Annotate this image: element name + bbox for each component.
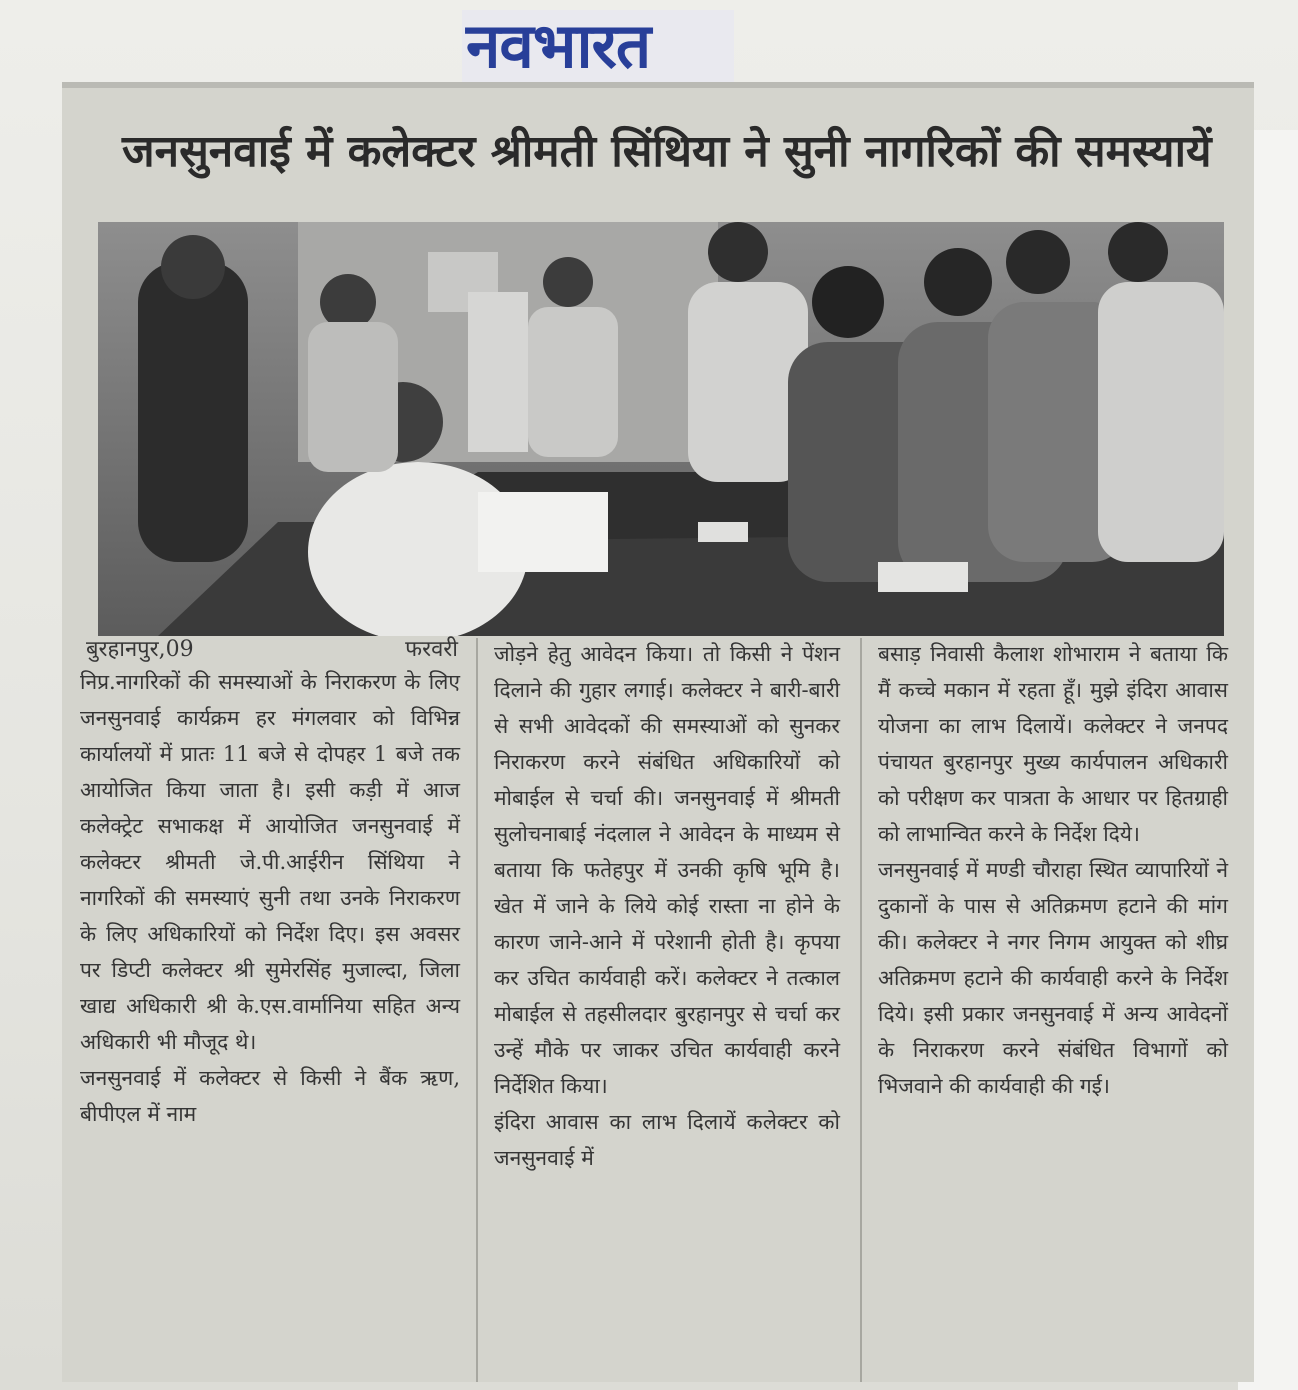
dateline-place: बुरहानपुर,09 [86,637,194,662]
article-column-1: निप्र.नागरिकों की समस्याओं के निराकरण के लिए जनसुनवाई कार्यक्रम हर मंगलवार को विभिन्न कार्यालयों में प्रातः 11 बजे से दोपहर 1 बजे तक आयोजित किया जाता है। इसी कड़ी में आज कलेक्ट्रेट सभाकक्ष में आयोजित जनसुनवाई में कलेक्टर श्रीमती जे.पी.आईरीन सिंथिया ने नागरिकों की समस्याएं सुनी तथा उनके निराकरण के लिए अधिकारियों को निर्देश दिए। इस अवसर पर डिप्टी कलेक्टर श्री सुमेरसिंह मुजाल्दा, जिला खाद्य अधिकारी श्री के.एस.वार्मानिया सहित अन्य अधिकारी भी मौजूद थे। जनसुनवाई में कलेक्टर से किसी ने बैंक ऋण, बीपीएल में नाम [80,670,460,1126]
article-column-3: बसाड़ निवासी कैलाश शोभाराम ने बताया कि मैं कच्चे मकान में रहता हूँ। मुझे इंदिरा आवास योजना का लाभ दिलायें। कलेक्टर ने जनपद पंचायत बुरहानपुर मुख्य कार्यपालन अधिकारी को परीक्षण कर पात्रता के आधार पर हितग्राही को लाभान्वित करने के निर्देश दिये। जनसुनवाई में मण्डी चौराहा स्थित व्यापारियों ने दुकानों के पास से अतिक्रमण हटाने की मांग की। कलेक्टर ने नगर निगम आयुक्त को शीघ्र अतिक्रमण हटाने की कार्यवाही करने के निर्देश दिये। इसी प्रकार जनसुनवाई में अन्य आवेदनों के निराकरण करने संबंधित विभागों को भिजवाने की कार्यवाही की गई। [878,642,1228,1098]
dateline-month: फरवरी [405,637,458,662]
article-column-2: जोड़ने हेतु आवेदन किया। तो किसी ने पेंशन दिलाने की गुहार लगाई। कलेक्टर ने बारी-बारी से सभी आवेदकों की समस्याओं को सुनकर निराकरण करने संबंधित अधिकारियों को मोबाईल से चर्चा की। जनसुनवाई में श्रीमती सुलोचनाबाई नंदलाल ने आवेदन के माध्यम से बताया कि फतेहपुर में उनकी कृषि भूमि है। खेत में जाने के लिये कोई रास्ता ना होने के कारण जाने-आने में परेशानी होती है। कृपया कर उचित कार्यवाही करें। कलेक्टर ने तत्काल मोबाईल से तहसीलदार बुरहानपुर से चर्चा कर उन्हें मौके पर जाकर उचित कार्यवाही करने निर्देशित किया। इंदिरा आवास का लाभ दिलायें कलेक्टर को जनसुनवाई में [494,642,840,1170]
column-divider [860,638,862,1382]
article-dateline [86,636,458,664]
newspaper-clipping [62,82,1254,1382]
clipping-edge [62,82,1254,88]
newspaper-masthead [462,10,734,88]
news-photo [98,222,1224,636]
column-divider [476,638,478,1382]
masthead-title: नवभारत [466,10,651,82]
photo-scene [98,222,1224,636]
article-headline: जनसुनवाई में कलेक्टर श्रीमती सिंथिया ने सुनी नागरिकों की समस्यायें [122,126,1212,177]
